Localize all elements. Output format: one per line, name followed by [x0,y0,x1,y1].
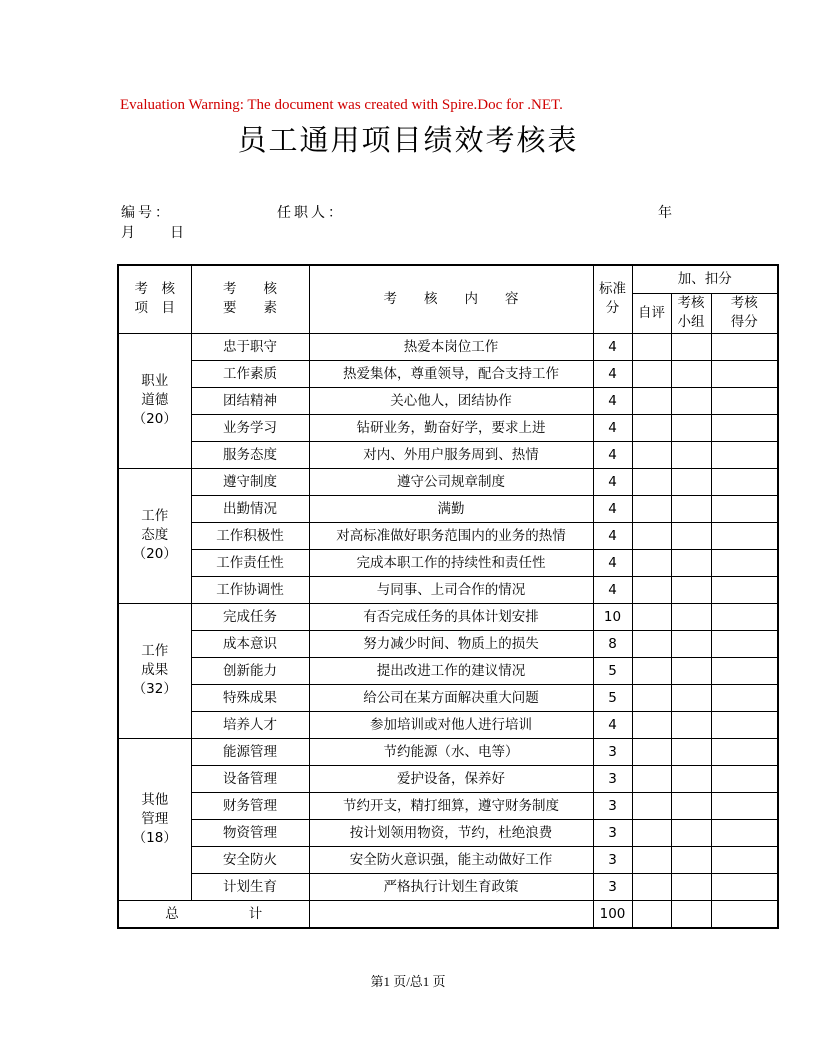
group-eval-cell[interactable] [671,792,711,819]
final-score-cell[interactable] [711,522,778,549]
table-row [118,333,778,360]
content-cell: 安全防火意识强，能主动做好工作 [309,846,593,873]
table-row [118,360,778,387]
element-cell: 特殊成果 [191,684,309,711]
content-cell: 完成本职工作的持续性和责任性 [309,549,593,576]
element-cell: 工作责任性 [191,549,309,576]
group-eval-cell[interactable] [671,846,711,873]
content-cell: 对高标准做好职务范围内的业务的热情 [309,522,593,549]
content-cell: 节约能源（水、电等） [309,738,593,765]
group-eval-cell[interactable] [671,576,711,603]
page-footer: 第1 页/总1 页 [370,974,446,989]
table-row [118,522,778,549]
group-eval-cell[interactable] [671,549,711,576]
element-cell: 成本意识 [191,630,309,657]
category-cell: 工作 态度 （20） [118,468,191,603]
element-cell: 物资管理 [191,819,309,846]
header-score: 考核 得分 [711,293,778,333]
standard-score-cell: 4 [593,711,632,738]
content-cell: 有否完成任务的具体计划安排 [309,603,593,630]
header-adjust: 加、扣分 [632,265,778,293]
table-row [118,846,778,873]
group-eval-cell[interactable] [671,603,711,630]
table-row [118,441,778,468]
standard-score-cell: 4 [593,387,632,414]
element-cell: 工作素质 [191,360,309,387]
group-eval-cell[interactable] [671,765,711,792]
element-cell: 业务学习 [191,414,309,441]
self-eval-cell[interactable] [632,576,671,603]
total-self-eval-cell[interactable] [632,900,671,928]
table-row [118,792,778,819]
self-eval-cell[interactable] [632,522,671,549]
table-row [118,387,778,414]
standard-score-cell: 10 [593,603,632,630]
content-cell: 节约开支，精打细算，遵守财务制度 [309,792,593,819]
final-score-cell[interactable] [711,630,778,657]
header-group: 考核 小组 [671,293,711,333]
content-cell: 与同事、上司合作的情况 [309,576,593,603]
final-score-cell[interactable] [711,468,778,495]
group-eval-cell[interactable] [671,657,711,684]
content-cell: 爱护设备，保养好 [309,765,593,792]
total-row [118,900,778,928]
group-eval-cell[interactable] [671,441,711,468]
element-cell: 团结精神 [191,387,309,414]
final-score-cell[interactable] [711,684,778,711]
content-cell: 按计划领用物资，节约，杜绝浪费 [309,819,593,846]
total-content-cell [309,900,593,928]
final-score-cell[interactable] [711,576,778,603]
standard-score-cell: 5 [593,684,632,711]
content-cell: 钻研业务，勤奋好学，要求上进 [309,414,593,441]
standard-score-cell: 4 [593,495,632,522]
standard-score-cell: 3 [593,846,632,873]
self-eval-cell[interactable] [632,441,671,468]
number-label: 编号： [121,205,172,221]
element-cell: 设备管理 [191,765,309,792]
total-label: 总 计 [118,900,309,928]
element-cell: 出勤情况 [191,495,309,522]
table-row [118,468,778,495]
group-eval-cell[interactable] [671,468,711,495]
element-cell: 创新能力 [191,657,309,684]
content-cell: 遵守公司规章制度 [309,468,593,495]
self-eval-cell[interactable] [632,468,671,495]
element-cell: 财务管理 [191,792,309,819]
table-row [118,657,778,684]
self-eval-cell[interactable] [632,684,671,711]
header-self: 自评 [632,293,671,333]
self-eval-cell[interactable] [632,603,671,630]
day-label: 日 [170,225,187,241]
self-eval-cell[interactable] [632,819,671,846]
table-row [118,603,778,630]
element-cell: 服务态度 [191,441,309,468]
table-row [118,873,778,900]
standard-score-cell: 3 [593,738,632,765]
standard-score-cell: 4 [593,468,632,495]
group-eval-cell[interactable] [671,873,711,900]
table-row [118,495,778,522]
self-eval-cell[interactable] [632,360,671,387]
self-eval-cell[interactable] [632,873,671,900]
category-cell: 职业 道德 （20） [118,333,191,468]
element-cell: 工作积极性 [191,522,309,549]
content-cell: 满勤 [309,495,593,522]
element-cell: 遵守制度 [191,468,309,495]
year-label: 年 [658,205,675,221]
standard-score-cell: 3 [593,873,632,900]
final-score-cell[interactable] [711,360,778,387]
standard-score-cell: 4 [593,333,632,360]
final-score-cell[interactable] [711,414,778,441]
self-eval-cell[interactable] [632,711,671,738]
final-score-cell[interactable] [711,738,778,765]
final-score-cell[interactable] [711,603,778,630]
content-cell: 热爱本岗位工作 [309,333,593,360]
self-eval-cell[interactable] [632,630,671,657]
self-eval-cell[interactable] [632,333,671,360]
standard-score-cell: 4 [593,360,632,387]
final-score-cell[interactable] [711,819,778,846]
group-eval-cell[interactable] [671,630,711,657]
group-eval-cell[interactable] [671,819,711,846]
final-score-cell[interactable] [711,711,778,738]
total-group-eval-cell[interactable] [671,900,711,928]
content-cell: 给公司在某方面解决重大问题 [309,684,593,711]
final-score-cell[interactable] [711,441,778,468]
standard-score-cell: 4 [593,549,632,576]
standard-score-cell: 4 [593,576,632,603]
element-cell: 安全防火 [191,846,309,873]
group-eval-cell[interactable] [671,522,711,549]
header-standard: 标准 分 [593,265,632,333]
table-row [118,765,778,792]
self-eval-cell[interactable] [632,846,671,873]
table-row [118,549,778,576]
final-score-cell[interactable] [711,549,778,576]
total-score: 100 [593,900,632,928]
standard-score-cell: 3 [593,792,632,819]
group-eval-cell[interactable] [671,414,711,441]
content-cell: 热爱集体，尊重领导，配合支持工作 [309,360,593,387]
table-row [118,711,778,738]
table-row [118,819,778,846]
self-eval-cell[interactable] [632,738,671,765]
group-eval-cell[interactable] [671,387,711,414]
standard-score-cell: 3 [593,765,632,792]
group-eval-cell[interactable] [671,711,711,738]
standard-score-cell: 3 [593,819,632,846]
table-row [118,630,778,657]
final-score-cell[interactable] [711,765,778,792]
content-cell: 关心他人，团结协作 [309,387,593,414]
content-cell: 对内、外用户服务周到、热情 [309,441,593,468]
page-title: 员工通用项目绩效考核表 [237,123,579,157]
group-eval-cell[interactable] [671,495,711,522]
group-eval-cell[interactable] [671,684,711,711]
element-cell: 计划生育 [191,873,309,900]
final-score-cell[interactable] [711,792,778,819]
table-row [118,738,778,765]
header-row-1 [118,265,778,293]
evaluation-warning: Evaluation Warning: The document was created with Spire.Doc for .NET. [120,97,563,113]
self-eval-cell[interactable] [632,657,671,684]
header-item: 考 核 项 目 [118,265,191,333]
self-eval-cell[interactable] [632,792,671,819]
group-eval-cell[interactable] [671,333,711,360]
element-cell: 完成任务 [191,603,309,630]
element-cell: 工作协调性 [191,576,309,603]
final-score-cell[interactable] [711,657,778,684]
header-content: 考 核 内 容 [309,265,593,333]
content-cell: 参加培训或对他人进行培训 [309,711,593,738]
content-cell: 努力减少时间、物质上的损失 [309,630,593,657]
final-score-cell[interactable] [711,387,778,414]
standard-score-cell: 8 [593,630,632,657]
final-score-cell[interactable] [711,495,778,522]
content-cell: 严格执行计划生育政策 [309,873,593,900]
self-eval-cell[interactable] [632,495,671,522]
person-label: 任职人： [277,205,345,221]
group-eval-cell[interactable] [671,360,711,387]
final-score-cell[interactable] [711,873,778,900]
header-element: 考 核 要 素 [191,265,309,333]
final-score-cell[interactable] [711,846,778,873]
final-score-cell[interactable] [711,333,778,360]
self-eval-cell[interactable] [632,549,671,576]
standard-score-cell: 4 [593,414,632,441]
standard-score-cell: 5 [593,657,632,684]
standard-score-cell: 4 [593,522,632,549]
element-cell: 忠于职守 [191,333,309,360]
self-eval-cell[interactable] [632,387,671,414]
month-label: 月 [121,225,138,241]
total-final-score-cell[interactable] [711,900,778,928]
standard-score-cell: 4 [593,441,632,468]
category-cell: 其他 管理 （18） [118,738,191,900]
table-row [118,684,778,711]
self-eval-cell[interactable] [632,765,671,792]
element-cell: 能源管理 [191,738,309,765]
content-cell: 提出改进工作的建议情况 [309,657,593,684]
table-row [118,576,778,603]
category-cell: 工作 成果 （32） [118,603,191,738]
table-row [118,414,778,441]
self-eval-cell[interactable] [632,414,671,441]
element-cell: 培养人才 [191,711,309,738]
group-eval-cell[interactable] [671,738,711,765]
assessment-table [117,264,779,929]
